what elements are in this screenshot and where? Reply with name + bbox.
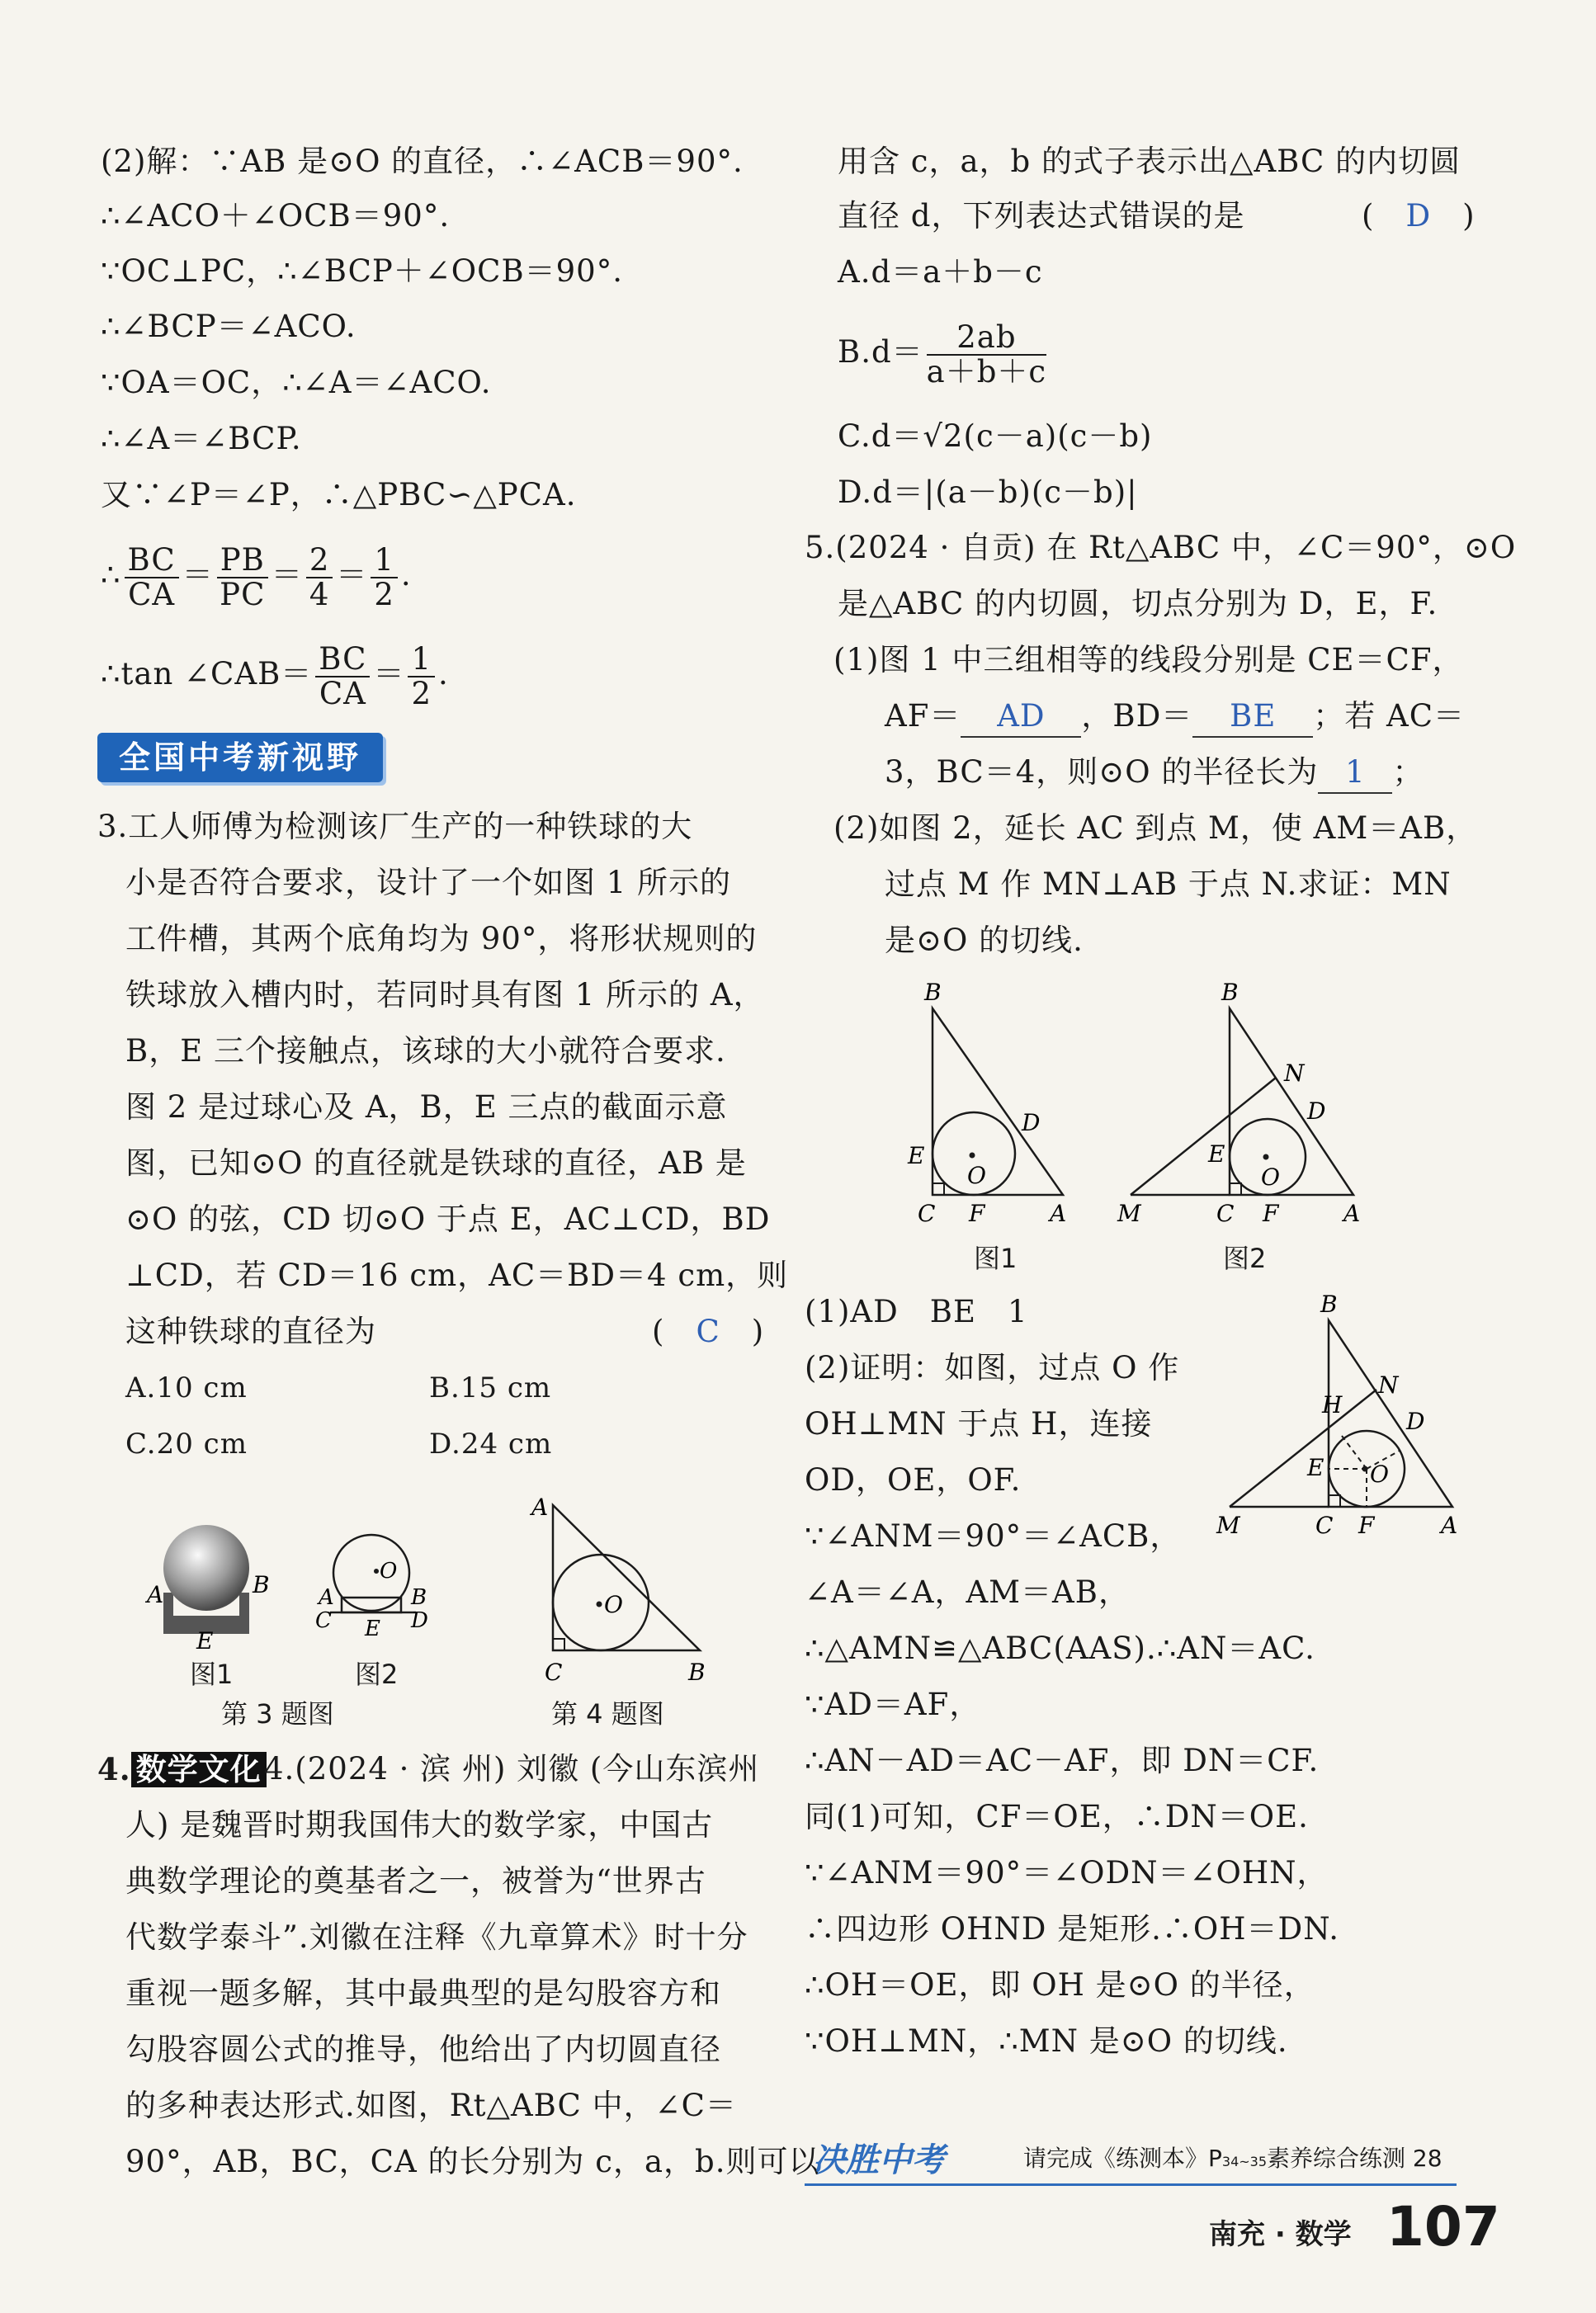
svg-text:C: C [545,1659,563,1686]
option-b-prefix: B.d＝ [838,334,923,370]
svg-text:O: O [380,1559,398,1584]
text: ，BD＝ [1081,698,1193,734]
q4-line: 典数学理论的奠基者之一，被誉为“世界古 [125,1863,706,1899]
answer-blank: 1 [1318,753,1392,794]
solution-line: 又∵∠P＝∠P，∴△PBC∽△PCA. [101,477,577,512]
footer-text: 素养综合练测 28 [1267,2145,1443,2172]
proof-line: ∴AN－AD＝AC－AF，即 DN＝CF. [805,1743,1320,1778]
footer-brand: 决胜中考 [813,2141,945,2179]
svg-text:D: D [1406,1408,1425,1435]
q4-line: 人) 是魏晋时期我国伟大的数学家，中国古 [125,1807,714,1843]
proof-line: OH⊥MN 于点 H，连接 [805,1406,1153,1442]
svg-text:D: D [1022,1109,1041,1136]
q5-part1-line: (1)图 1 中三组相等的线段分别是 CE＝CF， [833,642,1464,677]
numerator: 2 [306,544,333,578]
q5-part2-line: 是⊙O 的切线. [885,923,1084,958]
svg-text:E: E [908,1142,925,1169]
fraction [927,321,1046,389]
denominator: a＋b＋c [926,353,1047,389]
numerator: PB [217,544,268,578]
q4-line: 4. 数学文化 [97,1749,267,1790]
q3-line: 铁球放入槽内时，若同时具有图 1 所示的 A， [125,977,765,1013]
q4-line: 代数学泰斗”.刘徽在注释《九章算术》时十分 [125,1919,748,1955]
svg-text:C: C [1315,1512,1334,1539]
solution-line: ∴∠ACO＋∠OCB＝90°. [101,198,451,234]
tan-suffix: . [438,656,449,692]
tan-equation: ∴tan ∠CAB＝ $\frac{BC}{CA}$ ＝ $\frac{1}{2}$ . [101,640,449,711]
denominator: PC [220,576,266,612]
answer-letter: D [1405,198,1432,234]
proof-line: ∴△AMN≌△ABC(AAS).∴AN＝AC. [805,1631,1315,1666]
answer-blank: AD [961,696,1081,738]
svg-text:A: A [531,1494,549,1521]
fraction [217,541,268,612]
svg-text:E: E [196,1627,214,1650]
svg-text:F: F [1358,1512,1375,1539]
proof-line: 同(1)可知，CF＝OE，∴DN＝OE. [805,1799,1309,1834]
q3-line: 图，已知⊙O 的直径就是铁球的直径，AB 是 [125,1145,747,1181]
solution-line: ∵OC⊥PC，∴∠BCP＋∠OCB＝90°. [101,253,623,289]
solution-line: ∵OA＝OC，∴∠A＝∠ACO. [101,365,492,400]
svg-text:A: A [147,1581,164,1608]
q4-line: 的多种表达形式.如图，Rt△ABC 中，∠C＝ [125,2088,737,2123]
answer-blank: BE [1192,696,1313,738]
solution-line: ∴∠BCP＝∠ACO. [101,309,357,344]
q4-option-b [838,314,1050,391]
proof-line: ∴四边形 OHND 是矩形.∴OH＝DN. [805,1911,1339,1947]
svg-text:E: E [1307,1454,1324,1481]
proof-line: ∵OH⊥MN，∴MN 是⊙O 的切线. [805,2023,1288,2059]
text: ； [1392,754,1424,790]
proof-line: (2)证明：如图，过点 O 作 [805,1350,1180,1385]
q3-line: 图 2 是过球心及 A，B，E 三点的截面示意 [125,1089,728,1125]
svg-text:A: A [1050,1200,1067,1227]
svg-text:O: O [1370,1461,1389,1488]
q4-figure-triangle [520,1485,718,1700]
fraction [306,541,333,612]
q4-cont-line: 用含 c，a，b 的式子表示出△ABC 的内切圆 [838,144,1461,179]
svg-text:B: B [924,979,942,1006]
q4-option-d: D.d＝|(a－b)(c－b)| [838,474,1138,510]
svg-text:C: C [1216,1200,1235,1227]
denominator: CA [128,576,176,612]
svg-text:O: O [1261,1164,1280,1191]
q3-fig2-caption: 图2 [355,1659,399,1690]
q4-line: 勾股容圆公式的推导，他给出了内切圆直径 [125,2032,721,2067]
svg-text:B: B [1221,979,1239,1006]
q3-line: 这种铁球的直径为 [125,1314,376,1349]
ratio-equation: ∴ $\frac{BC}{CA}$ ＝ $\frac{PB}{PC}$ ＝ $\frac{2}{4}$ ＝ $\frac{1}{2}$ . [101,541,412,612]
svg-text:E: E [365,1617,380,1641]
section-banner: 全国中考新视野 [97,733,383,782]
svg-text:F: F [969,1200,985,1227]
svg-text:A: A [1441,1512,1458,1539]
q4-figure-caption: 第 4 题图 [551,1698,664,1730]
svg-text:N: N [1378,1371,1399,1399]
proof-line: OD，OE，OF. [805,1462,1022,1498]
q4-culture-tag: 数学文化 [131,1752,267,1787]
svg-text:N: N [1284,1060,1305,1087]
svg-text:D: D [1307,1097,1326,1125]
page-label: 南充 · 数学 [1209,2218,1352,2251]
q5-line: 是△ABC 的内切圆，切点分别为 D，E，F. [838,586,1438,621]
q3-figure2-circle [314,1518,437,1650]
q3-fig1-caption: 图1 [190,1659,234,1690]
q3-option-a: A.10 cm [125,1371,248,1404]
q4-line: 重视一题多解，其中最典型的是勾股容方和 [125,1975,721,2011]
q5-figure2 [1106,974,1378,1230]
fraction [125,541,179,612]
ratio-prefix: ∴ [101,557,121,592]
q3-answer: ( C ) [652,1314,765,1349]
svg-text:B: B [688,1659,706,1686]
proof-figure [1205,1287,1477,1551]
footer-reference [1023,2141,1443,2174]
svg-text:F: F [1263,1200,1279,1227]
q3-line: 3.工人师傅为检测该厂生产的一种铁球的大 [97,809,693,844]
proof-line: ∴OH＝OE，即 OH 是⊙O 的半径， [805,1967,1315,2003]
svg-text:C: C [918,1200,936,1227]
denominator: 2 [374,576,394,612]
denominator: CA [319,675,366,711]
q4-cont-line: 直径 d，下列表达式错误的是 [838,198,1245,234]
q3-option-d: D.24 cm [429,1428,553,1461]
text: ；若 AC＝ [1313,698,1466,734]
q4-line: 90°，AB，BC，CA 的长分别为 c，a，b.则可以 [125,2144,820,2179]
tan-prefix: ∴tan ∠CAB＝ [101,656,313,692]
q3-figure1-ball [140,1510,289,1650]
ratio-suffix: . [400,557,412,592]
svg-text:A: A [1343,1200,1361,1227]
q5-figure1 [900,974,1089,1230]
q5-part1-blanks [885,696,1465,738]
svg-text:B: B [411,1585,427,1610]
fraction [371,541,398,612]
q3-option-c: C.20 cm [125,1428,248,1461]
solution-line: ∴∠A＝∠BCP. [101,421,302,456]
q5-part2-line: (2)如图 2，延长 AC 到点 M，使 AM＝AB， [833,810,1478,846]
numerator: BC [315,643,370,677]
text: AF＝ [885,698,961,734]
q5-part2-line: 过点 M 作 MN⊥AB 于点 N.求证：MN [885,866,1452,902]
proof-line: ∠A＝∠A，AM＝AB， [805,1574,1130,1610]
q3-option-b: B.15 cm [429,1371,552,1404]
numerator: 2ab [927,321,1046,356]
numerator: 1 [371,544,398,578]
answer-letter: C [696,1314,720,1349]
denominator: 2 [411,675,432,711]
fraction [315,640,370,711]
proof-line: ∵AD＝AF， [805,1687,981,1722]
q3-figure-caption: 第 3 题图 [221,1698,334,1730]
q4-line: 4.(2024 · 滨 州) 刘徽 (今山东滨州 [264,1751,760,1787]
svg-text:B: B [1320,1291,1338,1318]
svg-text:B: B [253,1571,270,1598]
fraction [408,640,435,711]
svg-text:M: M [1117,1200,1141,1227]
q3-line: ⊙O 的弦，CD 切⊙O 于点 E，AC⊥CD，BD [125,1201,771,1237]
q3-line: ⊥CD，若 CD＝16 cm，AC＝BD＝4 cm，则 [125,1258,789,1293]
q5-line: 5.(2024 · 自贡) 在 Rt△ABC 中，∠C＝90°，⊙O [805,530,1517,565]
q5-fig2-caption: 图2 [1223,1243,1267,1274]
denominator: 4 [309,576,330,612]
page-number: 107 [1386,2195,1500,2259]
svg-text:A: A [319,1585,334,1610]
numerator: BC [125,544,179,578]
svg-text:H: H [1322,1391,1343,1418]
proof-line: ∵∠ANM＝90°＝∠ODN＝∠OHN， [805,1855,1329,1891]
q3-line: 小是否符合要求，设计了一个如图 1 所示的 [125,865,732,900]
solution-answer: (1)AD BE 1 [805,1294,1028,1329]
q5-part1-radius [885,753,1424,794]
svg-text:O: O [967,1162,986,1189]
q4-option-c: C.d＝√2(c－a)(c－b) [838,418,1153,454]
q4-option-a: A.d＝a＋b－c [838,254,1043,290]
svg-text:M: M [1216,1512,1240,1539]
numerator: 1 [408,643,435,677]
proof-line: ∵∠ANM＝90°＝∠ACB， [805,1518,1182,1554]
text: 3，BC＝4，则⊙O 的半径长为 [885,754,1319,790]
svg-text:D: D [411,1608,428,1633]
svg-text:O: O [604,1591,623,1618]
footer-pages: 34~35 [1221,2154,1268,2169]
q3-line: B，E 三个接触点，该球的大小就符合要求. [125,1033,726,1069]
q5-fig1-caption: 图1 [974,1243,1018,1274]
q3-line: 工件槽，其两个底角均为 90°，将形状规则的 [125,921,758,956]
solution-line: (2)解：∵AB 是⊙O 的直径，∴∠ACB＝90°. [101,144,744,179]
q4-answer: ( D ) [1362,198,1476,234]
svg-text:C: C [315,1608,332,1633]
footer-text: 请完成《练测本》P [1023,2145,1222,2172]
svg-text:E: E [1208,1140,1225,1168]
